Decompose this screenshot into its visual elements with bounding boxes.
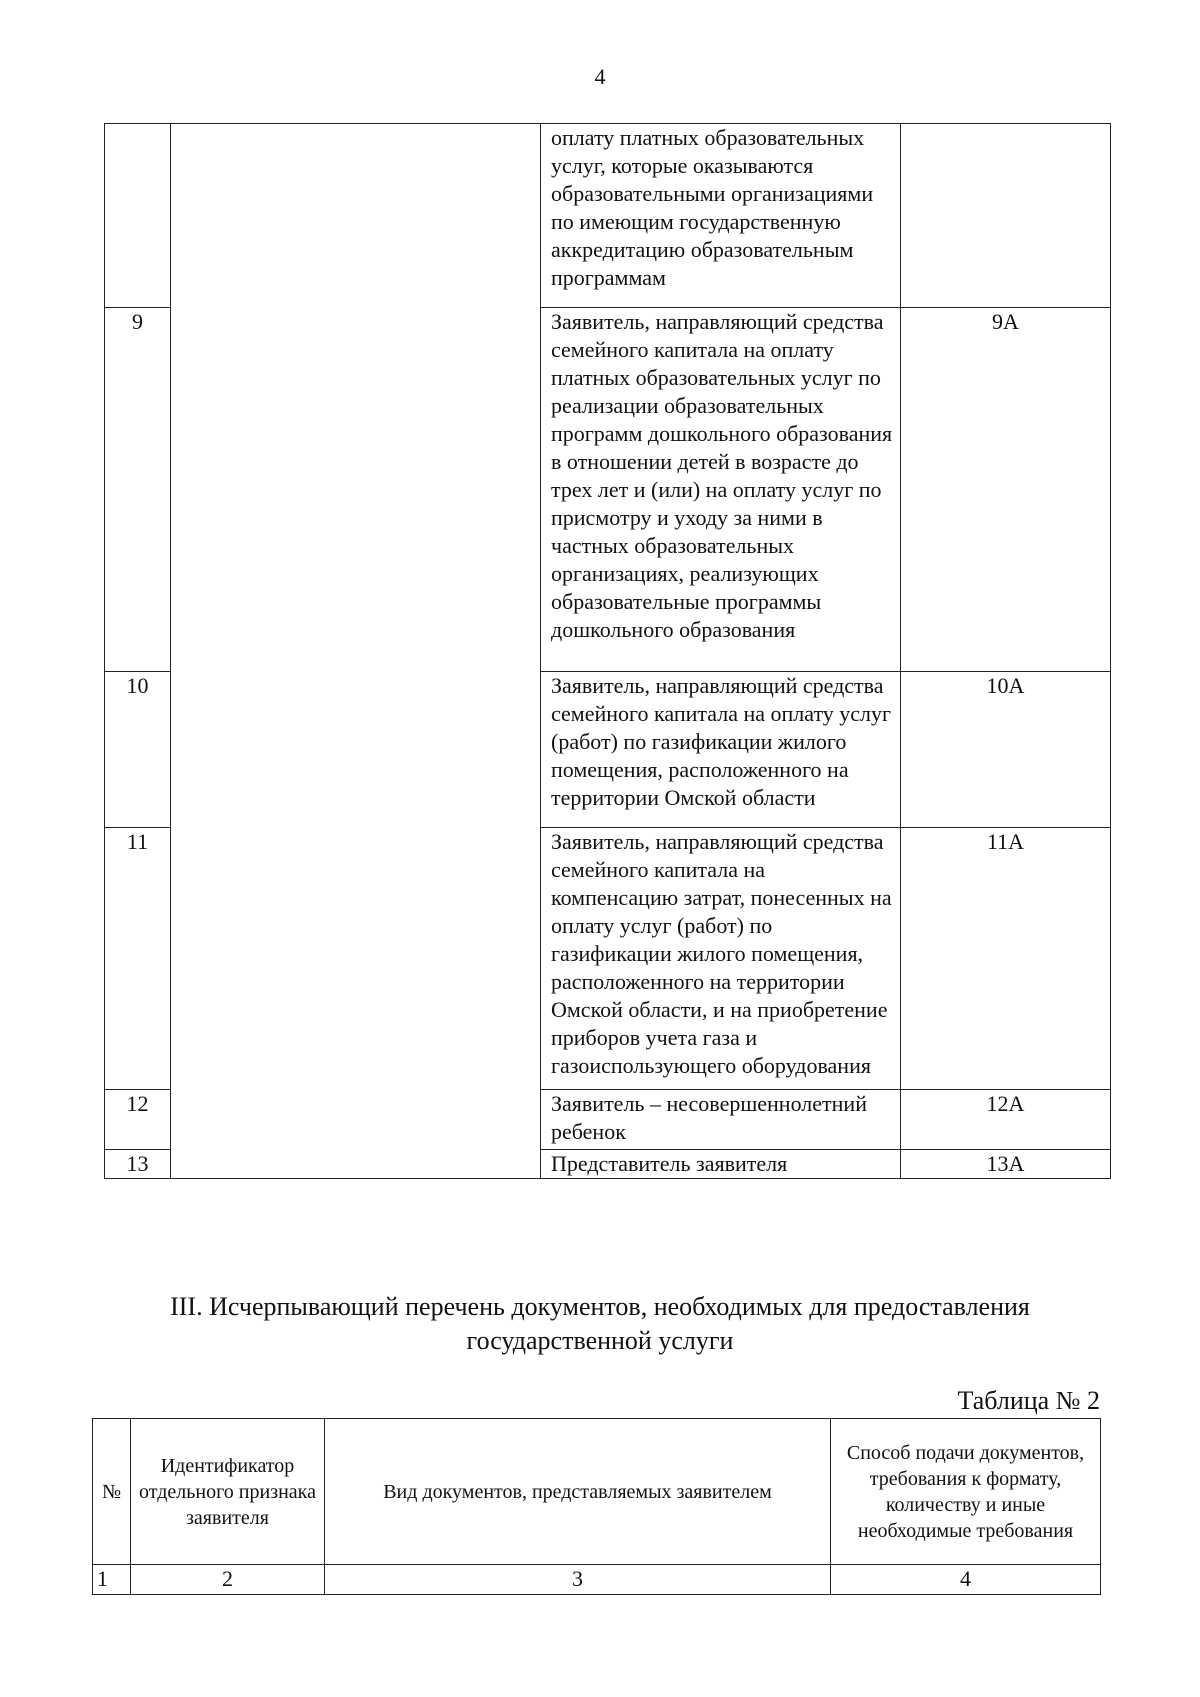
table-caption: Таблица № 2 [957,1386,1100,1415]
row-number: 13 [105,1150,171,1179]
row-number: 11 [105,828,171,1090]
documents-table [92,1418,1101,1595]
applicant-categories-table [104,123,1111,1179]
column-number: 4 [831,1565,1101,1595]
column-number: 2 [131,1565,325,1595]
applicant-description: Заявитель, направляющий средства семейного капитала на компенсацию затрат, понесенных на оплату услуг (работ) по газификации жилого помещения, расположенного на территории Омской области, и на приобретение приборов учета газа и газоиспользующего оборудования [541,828,901,1090]
applicant-description: Заявитель – несовершеннолетний ребенок [541,1090,901,1150]
section-heading-line2: государственной услуги [466,1326,734,1355]
merged-identifier-cell [171,124,541,1179]
column-number: 1 [93,1565,131,1595]
section-heading [0,1290,1200,1358]
row-number: 12 [105,1090,171,1150]
applicant-code [901,124,1111,308]
column-header-document-type: Вид документов, представляемых заявителем [325,1419,831,1565]
table-row [105,124,1111,308]
applicant-code: 13А [901,1150,1111,1179]
column-header-submission-method: Способ подачи документов, требования к формату, количеству и иные необходимые требования [831,1419,1101,1565]
applicant-code: 9А [901,308,1111,672]
column-number: 3 [325,1565,831,1595]
row-number: 9 [105,308,171,672]
applicant-description: Заявитель, направляющий средства семейного капитала на оплату платных образовательных услуг по реализации образовательных программ дошкольного образования в отношении детей в возрасте до трех лет и (или) на оплату услуг по присмотру и уходу за ними в частных образовательных организациях, реализующих образовательные программы дошкольного образования [541,308,901,672]
row-number [105,124,171,308]
applicant-description: Представитель заявителя [541,1150,901,1179]
applicant-code: 10А [901,672,1111,828]
row-number: 10 [105,672,171,828]
column-header-identifier: Идентификатор отдельного признака заявителя [131,1419,325,1565]
column-numbering-row [93,1565,1101,1595]
applicant-description: оплату платных образовательных услуг, которые оказываются образовательными организациями по имеющим государственную аккредитацию образовательным программам [541,124,901,308]
table-header-row [93,1419,1101,1565]
page-number: 4 [594,64,606,89]
applicant-code: 12А [901,1090,1111,1150]
column-header-number: № [93,1419,131,1565]
applicant-description: Заявитель, направляющий средства семейного капитала на оплату услуг (работ) по газификации жилого помещения, расположенного на территории Омской области [541,672,901,828]
applicant-code: 11А [901,828,1111,1090]
section-heading-line1: III. Исчерпывающий перечень документов, необходимых для предоставления [170,1292,1030,1321]
